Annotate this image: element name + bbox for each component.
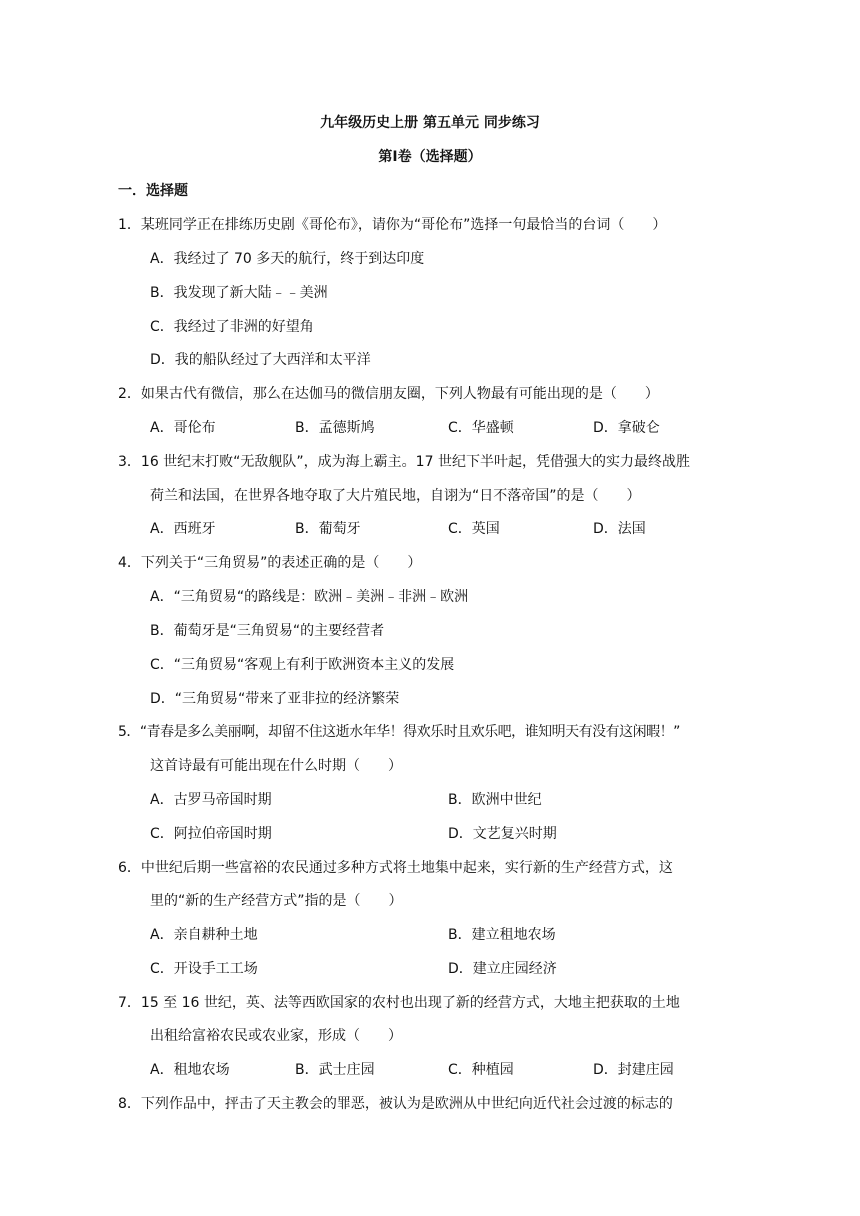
question-3-option-a: A．西班牙 (150, 521, 216, 537)
question-6-option-d: D．建立庄园经济 (448, 961, 557, 977)
question-6-stem: 6．中世纪后期一些富裕的农民通过多种方式将土地集中起来，实行新的生产经营方式，这 (118, 860, 673, 876)
question-5-stem-continued: 这首诗最有可能出现在什么时期（ ） (150, 758, 402, 774)
volume-title: 第Ⅰ卷（选择题） (378, 149, 482, 165)
question-3-stem-continued: 荷兰和法国，在世界各地夺取了大片殖民地，自诩为“日不落帝国”的是（ ） (150, 488, 641, 504)
question-5-option-a: A．古罗马帝国时期 (150, 792, 272, 808)
question-7-stem: 7．15 至 16 世纪，英、法等西欧国家的农村也出现了新的经营方式，大地主把获取的土地 (118, 995, 680, 1011)
question-5-stem: 5．“青春是多么美丽啊，却留不住这逝水年华！得欢乐时且欢乐吧，谁知明天有没有这闲暇！” (118, 724, 680, 740)
section-heading: 一．选择题 (118, 183, 188, 199)
question-5-option-b: B．欧洲中世纪 (448, 792, 542, 808)
question-3-stem: 3．16 世纪末打败“无敌舰队”，成为海上霸主。17 世纪下半叶起，凭借强大的实力最终战胜 (118, 454, 690, 470)
question-4-option-b: B．葡萄牙是“三角贸易“的主要经营者 (150, 623, 385, 639)
question-4-option-c: C．“三角贸易“客观上有利于欧洲资本主义的发展 (150, 657, 455, 673)
question-4-stem: 4．下列关于“三角贸易”的表述正确的是（ ） (118, 555, 422, 571)
document-title: 九年级历史上册 第五单元 同步练习 (320, 115, 540, 131)
question-6-option-b: B．建立租地农场 (448, 927, 556, 943)
question-7-option-d: D．封建庄园 (593, 1062, 674, 1078)
question-1-option-a: A．我经过了 70 多天的航行，终于到达印度 (150, 251, 425, 267)
question-2-option-c: C．华盛顿 (448, 420, 514, 436)
question-2-option-b: B．孟德斯鸠 (295, 420, 375, 436)
question-7-stem-continued: 出租给富裕农民或农业家，形成（ ） (150, 1028, 402, 1044)
question-7-option-b: B．武士庄园 (295, 1062, 375, 1078)
question-3-option-b: B．葡萄牙 (295, 521, 361, 537)
question-6-option-c: C．开设手工工场 (150, 961, 258, 977)
question-1-stem: 1．某班同学正在排练历史剧《哥伦布》，请你为“哥伦布”选择一句最恰当的台词（ ） (118, 217, 667, 233)
question-2-option-d: D．拿破仑 (593, 420, 660, 436)
question-6-option-a: A．亲自耕种土地 (150, 927, 258, 943)
question-1-option-b: B．我发现了新大陆﹣﹣美洲 (150, 285, 328, 301)
question-6-stem-continued: 里的“新的生产经营方式”指的是（ ） (150, 893, 403, 909)
question-2-stem: 2．如果古代有微信，那么在达伽马的微信朋友圈，下列人物最有可能出现的是（ ） (118, 386, 659, 402)
question-3-option-d: D．法国 (593, 521, 646, 537)
question-2-option-a: A．哥伦布 (150, 420, 216, 436)
question-3-option-c: C．英国 (448, 521, 500, 537)
question-5-option-d: D．文艺复兴时期 (448, 826, 557, 842)
question-7-option-c: C．种植园 (448, 1062, 514, 1078)
question-5-option-c: C．阿拉伯帝国时期 (150, 826, 272, 842)
question-1-option-d: D．我的船队经过了大西洋和太平洋 (150, 352, 371, 368)
question-8-stem: 8．下列作品中，抨击了天主教会的罪恶，被认为是欧洲从中世纪向近代社会过渡的标志的 (118, 1096, 673, 1112)
question-4-option-d: D．“三角贸易“带来了亚非拉的经济繁荣 (150, 691, 400, 707)
question-1-option-c: C．我经过了非洲的好望角 (150, 319, 314, 335)
question-4-option-a: A．“三角贸易“的路线是：欧洲﹣美洲﹣非洲﹣欧洲 (150, 589, 469, 605)
question-7-option-a: A．租地农场 (150, 1062, 230, 1078)
